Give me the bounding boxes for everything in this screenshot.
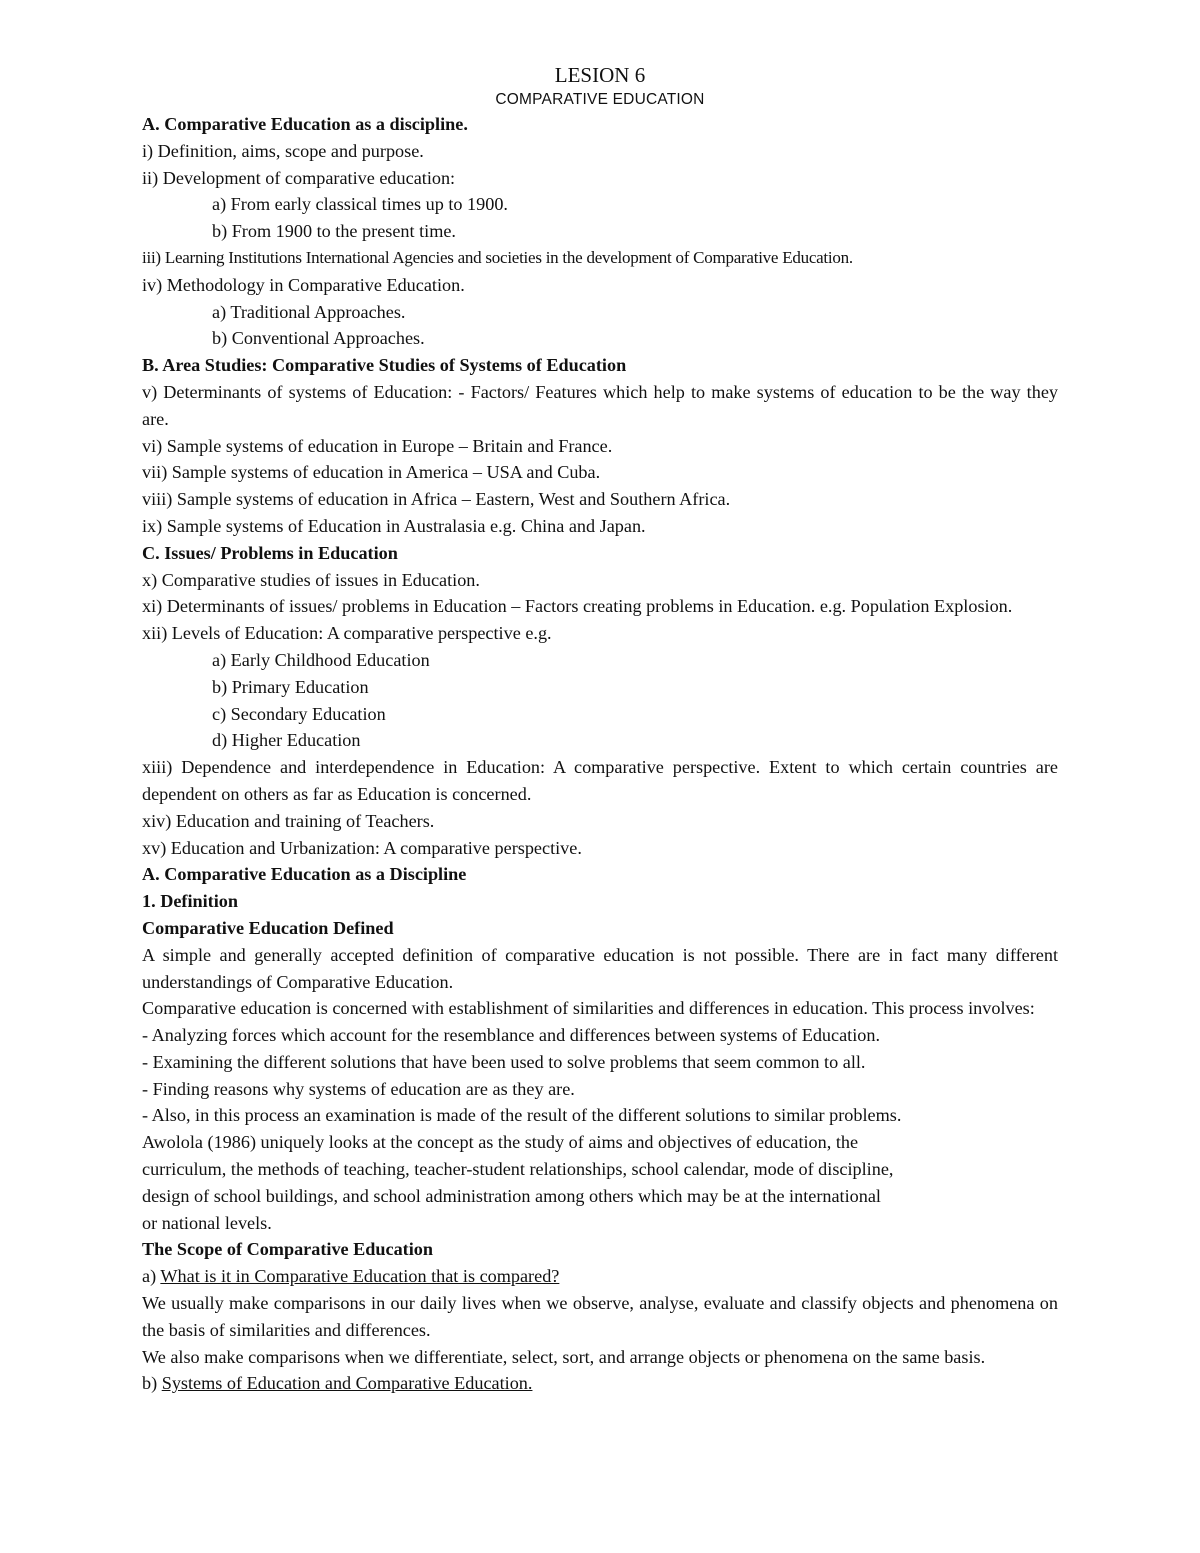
outline-item-ii-b: b) From 1900 to the present time. [212, 221, 456, 242]
outline-item-xii-b: b) Primary Education [212, 676, 369, 697]
comparison-process-paragraph: Comparative education is concerned with establishment of similarities and differences in education. This process involves: [142, 998, 1035, 1019]
definition-heading: 1. Definition [142, 891, 238, 912]
definition-paragraph: A simple and generally accepted definition of comparative education is not possible. There are in fact many different understandings of Comparative Education. [142, 944, 1058, 992]
outline-item-xiv: xiv) Education and training of Teachers. [142, 810, 435, 831]
awolola-line: curriculum, the methods of teaching, teacher-student relationships, school calendar, mode of discipline, [142, 1159, 894, 1180]
outline-item-iv: iv) Methodology in Comparative Education. [142, 274, 465, 295]
differentiate-paragraph: We also make comparisons when we differentiate, select, sort, and arrange objects or phenomena on the same basis. [142, 1346, 986, 1367]
scope-question-b-prefix: b) [142, 1373, 162, 1394]
outline-item-ix: ix) Sample systems of Education in Australasia e.g. China and Japan. [142, 515, 646, 536]
process-bullet-also: - Also, in this process an examination is made of the result of the different solutions to similar problems. [142, 1105, 902, 1126]
daily-comparisons-paragraph: We usually make comparisons in our daily lives when we observe, analyse, evaluate and classify objects and phenomena on the basis of similarities and differences. [142, 1293, 1058, 1340]
outline-item-xii-c: c) Secondary Education [212, 703, 386, 724]
awolola-line: design of school buildings, and school administration among others which may be at the international [142, 1185, 881, 1206]
outline-item-ii-a: a) From early classical times up to 1900. [212, 194, 508, 215]
course-subtitle: COMPARATIVE EDUCATION [495, 91, 705, 108]
section-a-heading: A. Comparative Education as a Discipline [142, 864, 467, 885]
scope-question-b-text: Systems of Education and Comparative Education. [161, 1373, 533, 1394]
outline-item-viii: viii) Sample systems of education in Africa – Eastern, West and Southern Africa. [142, 489, 731, 510]
outline-section-b-heading: B. Area Studies: Comparative Studies of Systems of Education [142, 355, 627, 376]
outline-item-iii: iii) Learning Institutions International Agencies and societies in the development of Comparative Education. [142, 247, 853, 267]
outline-item-ii: ii) Development of comparative education: [142, 167, 456, 188]
awolola-line: Awolola (1986) uniquely looks at the concept as the study of aims and objectives of education, the [142, 1132, 859, 1153]
document-page [142, 62, 1058, 1397]
outline-item-v: v) Determinants of systems of Education: - Factors/ Features which help to make systems of education to be the way they are. [142, 381, 1058, 429]
process-bullet-finding: - Finding reasons why systems of education are as they are. [142, 1078, 575, 1099]
outline-section-a-heading: A. Comparative Education as a discipline. [142, 114, 468, 134]
outline-item-xii-a: a) Early Childhood Education [212, 649, 430, 670]
scope-question-b [142, 1370, 1058, 1397]
outline-section-c-heading: C. Issues/ Problems in Education [142, 542, 398, 563]
outline-item-xii-d: d) Higher Education [212, 730, 361, 751]
outline-item-xiii: xiii) Dependence and interdependence in Education: A comparative perspective. Extent to which certain countries are dependent on others as far as Education is concerned. [142, 757, 1058, 804]
outline-item-xii: xii) Levels of Education: A comparative perspective e.g. [142, 623, 552, 644]
scope-question-a-text: What is it in Comparative Education that is compared? [160, 1266, 560, 1287]
outline-item-iv-a: a) Traditional Approaches. [212, 301, 406, 322]
outline-item-x: x) Comparative studies of issues in Education. [142, 569, 480, 590]
outline-item-xi: xi) Determinants of issues/ problems in Education – Factors creating problems in Education. e.g. Population Explosion. [142, 596, 1013, 617]
scope-question-a [142, 1263, 1058, 1290]
scope-heading: The Scope of Comparative Education [142, 1239, 433, 1260]
outline-item-vi: vi) Sample systems of education in Europe – Britain and France. [142, 435, 613, 456]
outline-item-xv: xv) Education and Urbanization: A comparative perspective. [142, 837, 582, 858]
awolola-line: or national levels. [142, 1212, 272, 1233]
defined-heading: Comparative Education Defined [142, 917, 394, 938]
lesson-title: LESION 6 [554, 63, 646, 87]
outline-item-i: i) Definition, aims, scope and purpose. [142, 140, 424, 161]
outline-item-iv-b: b) Conventional Approaches. [212, 328, 425, 349]
process-bullet-examining: - Examining the different solutions that have been used to solve problems that seem common to all. [142, 1051, 866, 1072]
outline-item-vii: vii) Sample systems of education in America – USA and Cuba. [142, 462, 601, 483]
process-bullet-analyzing: - Analyzing forces which account for the resemblance and differences between systems of Education. [142, 1025, 880, 1046]
scope-question-a-prefix: a) [142, 1266, 161, 1287]
